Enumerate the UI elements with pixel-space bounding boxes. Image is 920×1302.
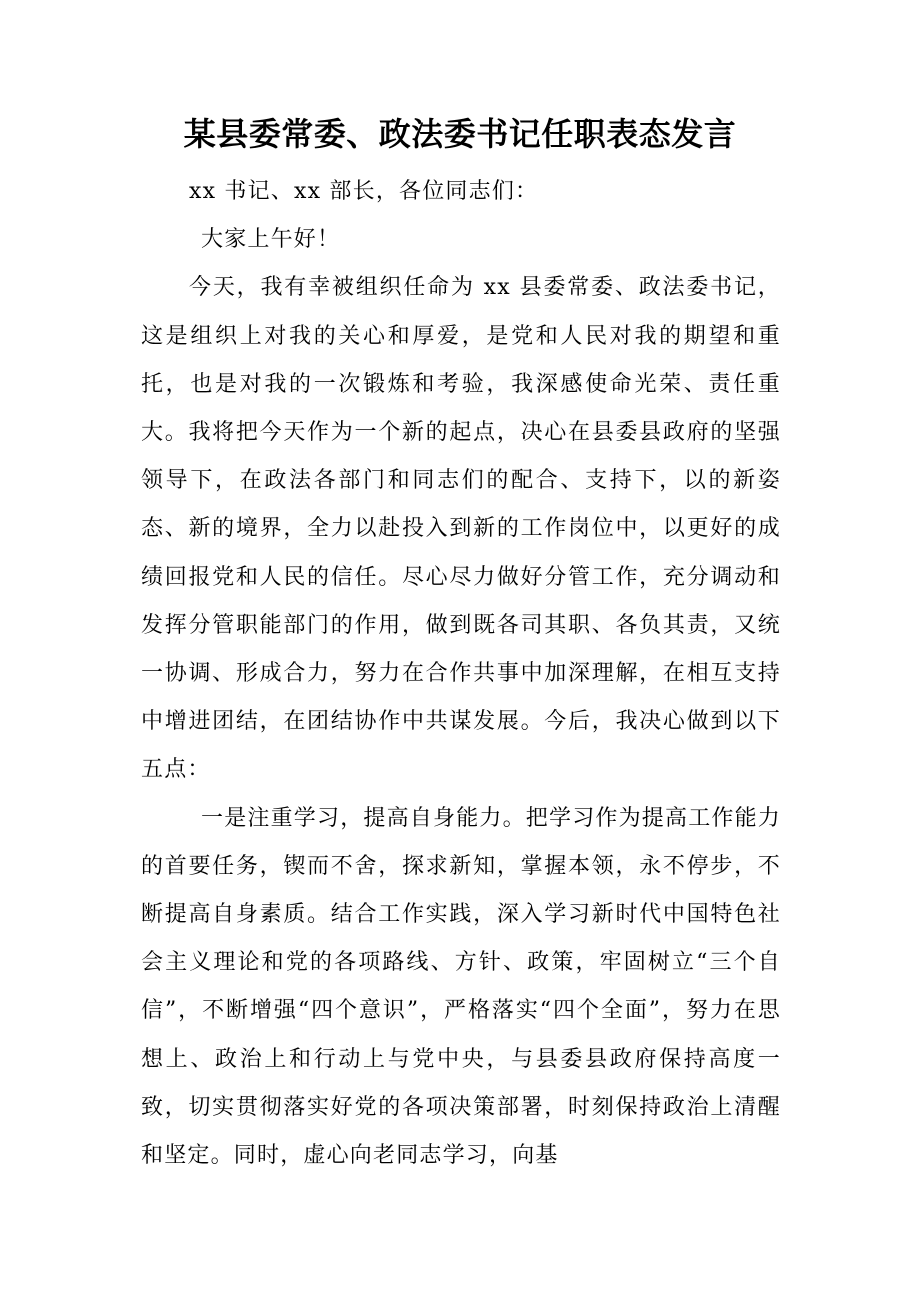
salutation-line: xx 书记、xx 部长，各位同志们： [189, 179, 539, 204]
paragraph-point-one: 一是注重学习，提高自身能力。把学习作为提高工作能力的首要任务，锲而不舍，探求新知，掌握本领，永不停步，不断提高自身素质。结合工作实践，深入学习新时代中国特色社会主义理论和党的各项路线、方针、政策，牢固树立“三个自信”，不断增强“四个意识”，严格落实“四个全面”，努力在思想上、政治上和行动上与党中央，与县委县政府保持高度一致，切实贯彻落实好党的各项决策部署，时刻保持政治上清醒和坚定。同时，虚心向老同志学习，向基 [141, 805, 782, 1169]
document-title: 某县委常委、政法委书记任职表态发言 [183, 115, 737, 153]
greeting-line: 大家上午好！ [201, 227, 341, 253]
paragraph-appointment: 今天，我有幸被组织任命为 xx 县委常委、政法委书记，这是组织上对我的关心和厚爱，是党和人民对我的期望和重托，也是对我的一次锻炼和考验，我深感使命光荣、责任重大。我将把今天作为一个新的起点，决心在县委县政府的坚强领导下，在政法各部门和同志们的配合、支持下，以的新姿态、新的境界，全力以赴投入到新的工作岗位中，以更好的成绩回报党和人民的信任。尽心尽力做好分管工作，充分调动和发挥分管职能部门的作用，做到既各司其职、各负其责，又统一协调、形成合力，努力在合作共事中加深理解，在相互支持中增进团结，在团结协作中共谋发展。今后，我决心做到以下五点： [141, 275, 781, 783]
document-body [141, 168, 781, 1180]
